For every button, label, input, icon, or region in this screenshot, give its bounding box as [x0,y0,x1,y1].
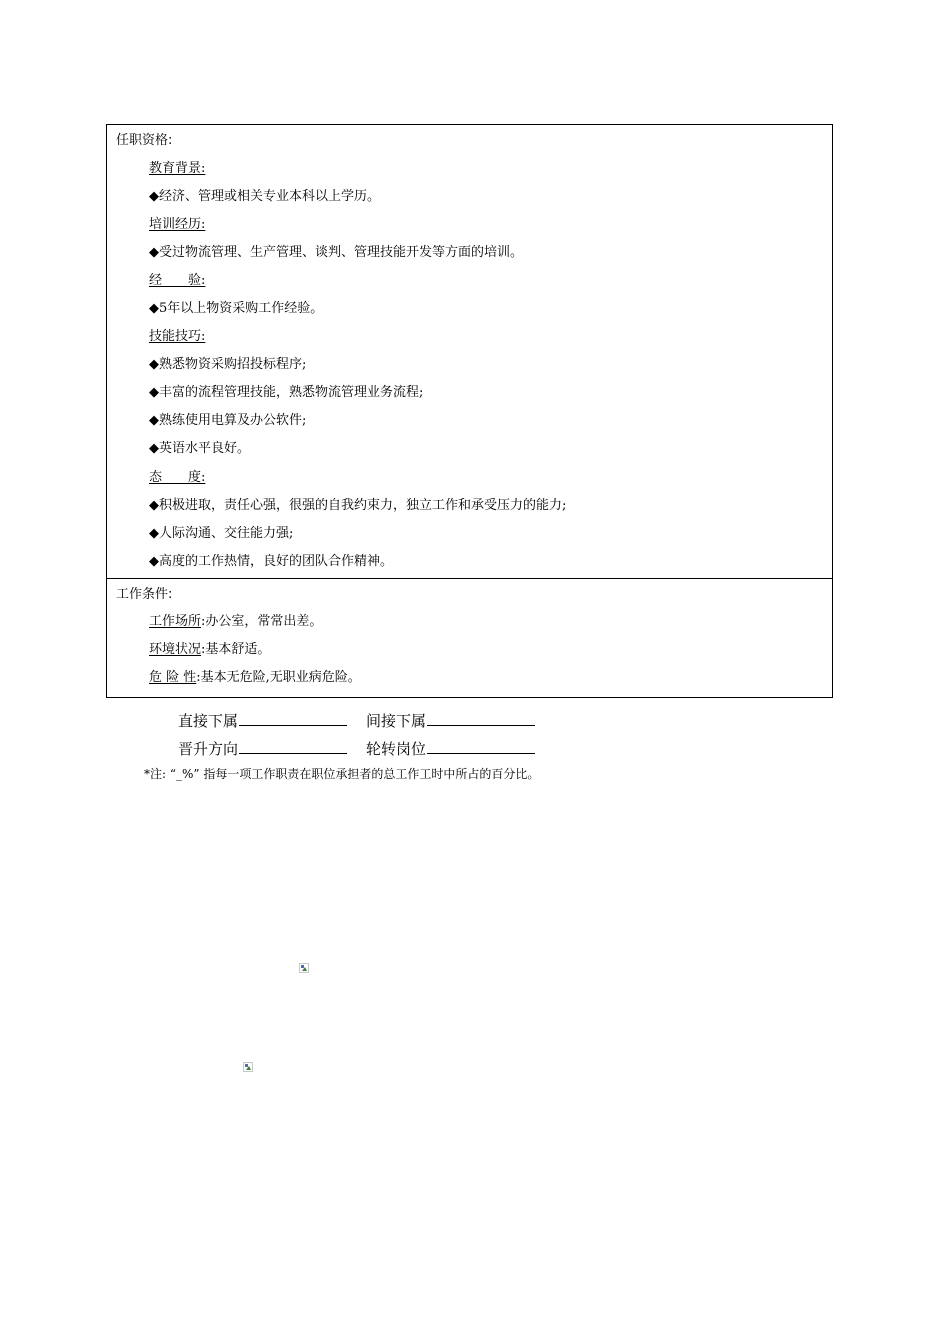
indirect-subordinate-row [366,711,535,730]
education-label [149,161,205,177]
attitude-item: ◆积极进取，责任心强，很强的自我约束力，独立工作和承受压力的能力; [149,498,567,513]
footnote: *注: “_%” 指每一项工作职责在职位承担者的总工作工时中所占的百分比。 [144,767,540,781]
education-label-text: 教育背景: [149,161,206,176]
skills-item: ◆熟悉物资采购招投标程序; [149,357,307,372]
qualifications-section [106,124,833,579]
attitude-item: ◆人际沟通、交往能力强; [149,526,294,541]
location-label: 工作场所 [149,614,202,629]
rotation-label: 轮转岗位 [366,740,427,758]
direct-subordinate-blank[interactable] [239,711,347,726]
risk-label: 危 险 性 [149,670,197,685]
attitude-label [149,470,205,486]
experience-item: ◆5年以上物资采购工作经验。 [149,301,324,316]
skills-item: ◆丰富的流程管理技能，熟悉物流管理业务流程; [149,385,424,400]
experience-label [149,273,205,289]
training-item: ◆受过物流管理、生产管理、谈判、管理技能开发等方面的培训。 [149,245,523,260]
promotion-blank[interactable] [239,739,347,754]
promotion-label: 晋升方向 [178,740,239,758]
location-value: :办公室，常常出差。 [201,614,323,629]
training-label [149,217,205,233]
conditions-section [106,578,833,698]
direct-subordinate-row [178,711,347,730]
skills-item: ◆英语水平良好。 [149,441,250,456]
broken-image-icon [299,963,309,973]
indirect-subordinate-blank[interactable] [427,711,535,726]
attitude-item: ◆高度的工作热情，良好的团队合作精神。 [149,554,393,569]
environment-label: 环境状况 [149,642,202,657]
skills-label [149,329,205,345]
experience-label-text: 经 验: [149,273,206,288]
indirect-subordinate-label: 间接下属 [366,712,427,730]
qualifications-title: 任职资格: [116,133,173,148]
conditions-title: 工作条件: [116,587,173,602]
risk-value: :基本无危险,无职业病危险。 [196,670,361,685]
environment-value: :基本舒适。 [201,642,271,657]
rotation-blank[interactable] [427,739,535,754]
education-item: ◆经济、管理或相关专业本科以上学历。 [149,189,380,204]
promotion-row [178,739,347,758]
attitude-label-text: 态 度: [149,470,206,485]
direct-subordinate-label: 直接下属 [178,712,239,730]
skills-label-text: 技能技巧: [149,329,206,344]
skills-item: ◆熟练使用电算及办公软件; [149,413,307,428]
location-row [149,614,322,630]
risk-row [149,670,361,686]
rotation-row [366,739,535,758]
training-label-text: 培训经历: [149,217,206,232]
broken-image-icon [243,1062,253,1072]
environment-row [149,642,270,658]
